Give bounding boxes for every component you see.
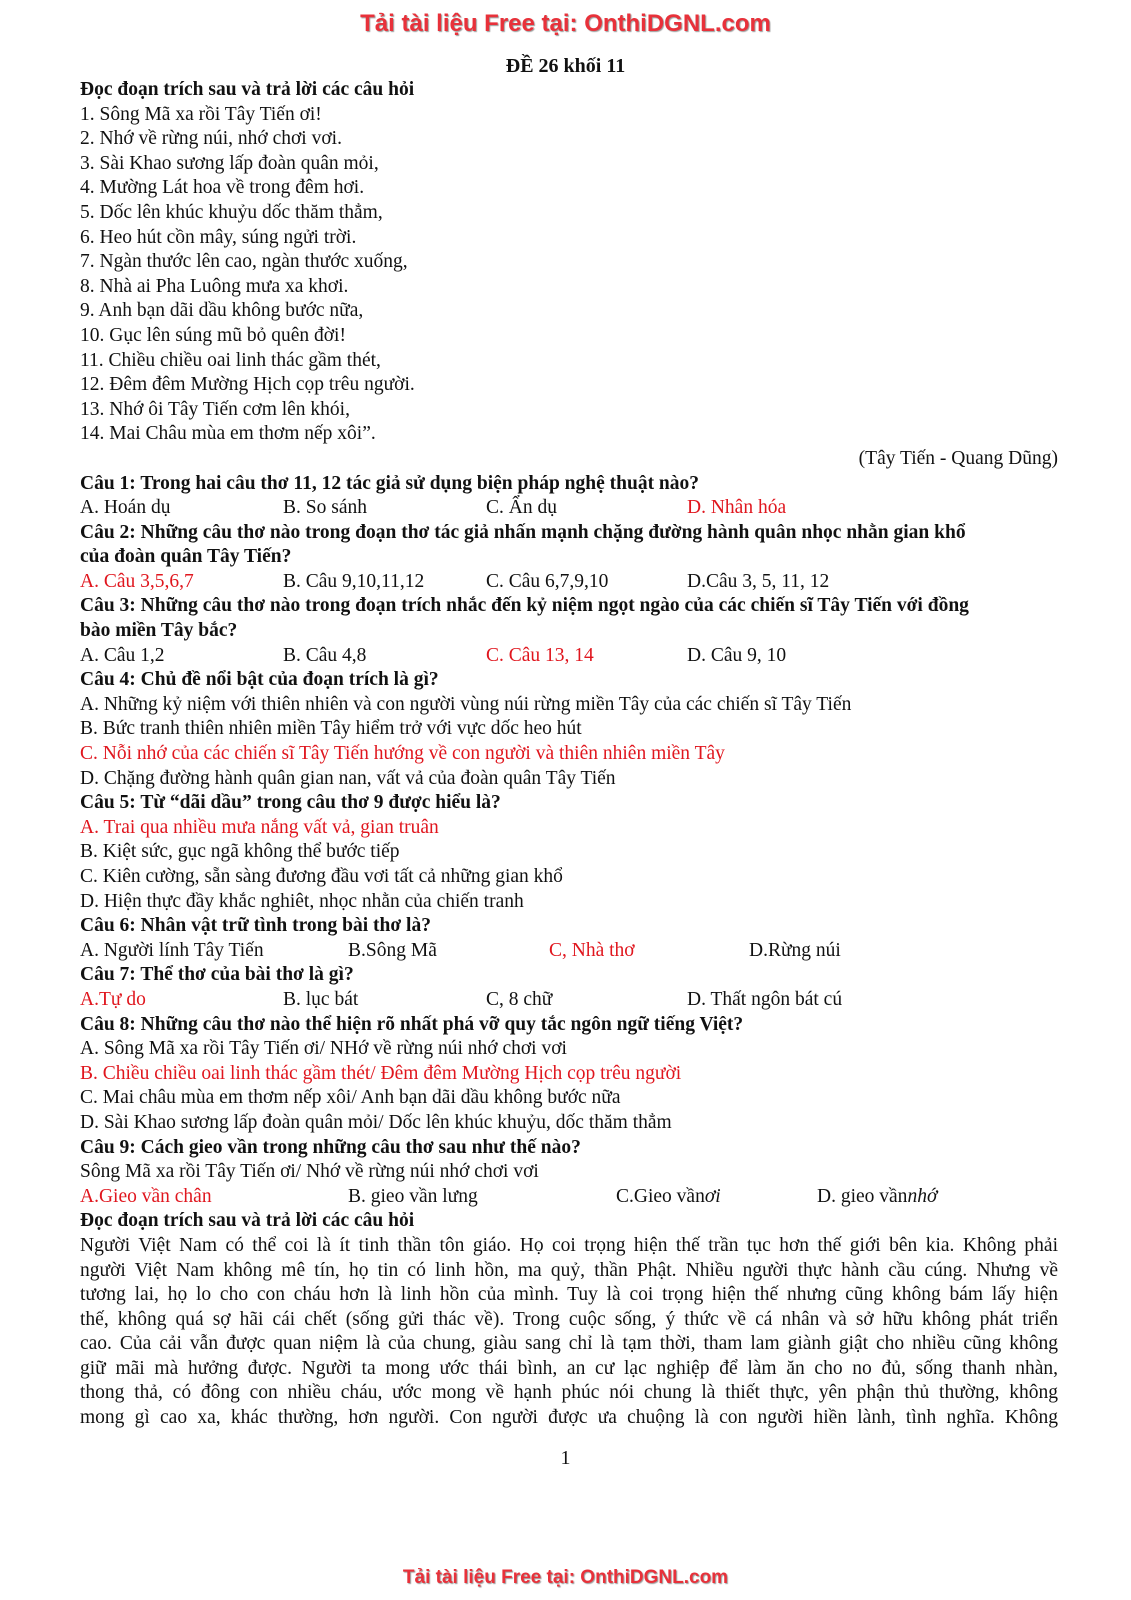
option-d-italic: nhớ <box>907 1185 938 1207</box>
question-2: Câu 2: Những câu thơ nào trong đoạn thơ tác giả nhấn mạnh chặng đường hành quân nhọc nhằn gian khổ <box>80 521 966 543</box>
poem-line: 10. Gục lên súng mũ bỏ quên đời! <box>80 324 346 346</box>
option-a-answer: A.Gieo vần chân <box>80 1185 212 1207</box>
paragraph-line: mong gì cao xa, khác thường, hơn người. Con người được ưa chuộng là con người hiền lành, tình nghĩa. Không <box>80 1407 1058 1429</box>
question-5: Câu 5: Từ “dãi dầu” trong câu thơ 9 được hiểu là? <box>80 792 501 814</box>
poem-line: 7. Ngàn thước lên cao, ngàn thước xuống, <box>80 251 408 273</box>
option-c-answer: C. Nỗi nhớ của các chiến sĩ Tây Tiến hướng về con người và thiên nhiên miền Tây <box>80 743 725 765</box>
option-c: C, 8 chữ <box>486 988 553 1010</box>
paragraph-line: giữ mãi mà hưởng được. Người ta mong ước thái bình, an cư lạc nghiệp để làm ăn cho no đủ, sống thanh nhàn, <box>80 1357 1058 1379</box>
option-b: B. Bức tranh thiên nhiên miền Tây hiểm trở với vực dốc heo hút <box>80 718 582 740</box>
paragraph-line: tương lai, họ lo cho con cháu hơn là linh hồn của mình. Tuy là coi trọng hiện thế nhưng cũng không bám lấy hiện <box>80 1284 1058 1306</box>
option-c-answer: C. Câu 13, 14 <box>486 644 594 666</box>
option-d: D. Câu 9, 10 <box>687 644 787 666</box>
option-a-answer: A.Tự do <box>80 988 146 1010</box>
option-c: C. Mai châu mùa em thơm nếp xôi/ Anh bạn dãi dầu không bước nữa <box>80 1087 621 1109</box>
option-b: B. lục bát <box>283 988 359 1010</box>
question-9-options <box>80 1185 1058 1210</box>
poem-line: 5. Dốc lên khúc khuỷu dốc thăm thẳm, <box>80 201 383 223</box>
question-2-cont: của đoàn quân Tây Tiến? <box>80 546 292 568</box>
option-c: C. Câu 6,7,9,10 <box>486 570 609 592</box>
paragraph-line: cao. Của cải vẫn được quan niệm là của chung, giàu sang chỉ là tạm thời, tham lam giành giật cho nhiều cũng không <box>80 1333 1058 1355</box>
document-body <box>80 78 1058 1431</box>
option-d: D.Câu 3, 5, 11, 12 <box>687 570 830 592</box>
question-9-quote: Sông Mã xa rồi Tây Tiến ơi/ Nhớ về rừng núi nhớ chơi vơi <box>80 1161 539 1183</box>
option-d-text: D. gieo vần <box>817 1185 908 1207</box>
option-a: A. Câu 1,2 <box>80 644 165 666</box>
option-a-answer: A. Câu 3,5,6,7 <box>80 570 194 592</box>
option-c-answer: C, Nhà thơ <box>549 939 635 961</box>
option-c: C. Kiên cường, sẵn sàng đương đầu vơi tất cả những gian khổ <box>80 866 563 887</box>
option-c-text: C.Gieo vần <box>616 1185 705 1207</box>
option-d: D.Rừng núi <box>749 939 841 961</box>
option-b: B. So sánh <box>283 497 367 519</box>
option-b: B. Câu 4,8 <box>283 644 367 666</box>
question-3-options <box>80 644 1058 669</box>
option-d: D. Thất ngôn bát cú <box>687 988 843 1010</box>
option-b: B. Câu 9,10,11,12 <box>283 570 425 592</box>
page-title: ĐỀ 26 khối 11 <box>505 55 626 77</box>
poem-line: 9. Anh bạn dãi dầu không bước nữa, <box>80 300 364 322</box>
section1-heading: Đọc đoạn trích sau và trả lời các câu hỏi <box>80 79 415 100</box>
question-9: Câu 9: Cách gieo vần trong những câu thơ sau như thế nào? <box>80 1136 581 1158</box>
paragraph-line: thong thả, có đông con nhiều cháu, ước mong về hạnh phúc nói chung là thiết thực, yên phận thủ thường, không <box>80 1382 1058 1404</box>
poem-line: 12. Đêm đêm Mường Hịch cọp trêu người. <box>80 374 415 396</box>
header-banner: Tải tài liệu Free tại: OnthiDGNL.com <box>360 10 771 37</box>
poem-line: 6. Heo hút cồn mây, súng ngửi trời. <box>80 226 357 248</box>
option-b: B.Sông Mã <box>348 939 437 961</box>
question-4: Câu 4: Chủ đề nổi bật của đoạn trích là gì? <box>80 669 439 691</box>
option-d-answer: D. Nhân hóa <box>687 497 787 519</box>
poem-line: 1. Sông Mã xa rồi Tây Tiến ơi! <box>80 103 322 125</box>
question-1: Câu 1: Trong hai câu thơ 11, 12 tác giả sử dụng biện pháp nghệ thuật nào? <box>80 472 700 494</box>
poem-line: 13. Nhớ ôi Tây Tiến cơm lên khói, <box>80 398 350 420</box>
question-3: Câu 3: Những câu thơ nào trong đoạn trích nhắc đến kỷ niệm ngọt ngào của các chiến sĩ Tây Tiến với đồng <box>80 595 969 617</box>
poem-source: (Tây Tiến - Quang Dũng) <box>858 447 1058 469</box>
poem-line: 14. Mai Châu mùa em thơm nếp xôi”. <box>80 423 376 445</box>
question-8: Câu 8: Những câu thơ nào thể hiện rõ nhất phá vỡ quy tắc ngôn ngữ tiếng Việt? <box>80 1013 744 1035</box>
option-b: B. gieo vần lưng <box>348 1185 478 1207</box>
poem-line: 2. Nhớ về rừng núi, nhớ chơi vơi. <box>80 128 342 150</box>
paragraph-line: Người Việt Nam có thể coi là ít tinh thần tôn giáo. Họ coi trọng hiện thế trần tục hơn thế giới bên kia. Không phải <box>80 1234 1058 1256</box>
prose-paragraph <box>80 1234 1058 1431</box>
question-7: Câu 7: Thể thơ của bài thơ là gì? <box>80 964 354 986</box>
option-b-answer: B. Chiều chiều oai linh thác gầm thét/ Đêm đêm Mường Hịch cọp trêu người <box>80 1062 682 1084</box>
option-c-italic: ơi <box>704 1185 721 1207</box>
option-b: B. Kiệt sức, gục ngã không thể bước tiếp <box>80 841 400 863</box>
question-6-options <box>80 939 1058 964</box>
option-a-answer: A. Trai qua nhiều mưa nắng vất vả, gian truân <box>80 816 439 838</box>
question-6: Câu 6: Nhân vật trữ tình trong bài thơ là? <box>80 915 431 937</box>
poem <box>80 103 1058 447</box>
option-a: A. Hoán dụ <box>80 497 171 519</box>
option-c <box>616 1185 817 1210</box>
section2-heading: Đọc đoạn trích sau và trả lời các câu hỏi <box>80 1210 415 1232</box>
option-d: D. Chặng đường hành quân gian nan, vất vả của đoàn quân Tây Tiến <box>80 767 616 789</box>
paragraph-line: người Việt Nam không mê tín, họ tin có linh hồn, ma quỷ, thần Phật. Nhiều người thực hành cầu cúng. Nhưng về <box>80 1259 1058 1281</box>
question-1-options <box>80 496 1058 521</box>
option-a: A. Sông Mã xa rồi Tây Tiến ơi/ NHớ về rừng núi nhớ chơi vơi <box>80 1038 567 1060</box>
option-d: D. Hiện thực đầy khắc nghiêt, nhọc nhằn của chiến tranh <box>80 890 524 912</box>
paragraph-line: thế, không quá sợ hãi cái chết (sống gửi thác về). Trong cuộc sống, ý thức về cá nhân và sở hữu không phát triển <box>80 1308 1058 1330</box>
question-7-options <box>80 988 1058 1013</box>
question-3-cont: bào miền Tây bắc? <box>80 620 238 642</box>
option-d: D. Sài Khao sương lấp đoàn quân mỏi/ Dốc lên khúc khuỷu, dốc thăm thẳm <box>80 1111 672 1133</box>
footer-banner: Tải tài liệu Free tại: OnthiDGNL.com <box>402 1567 729 1588</box>
poem-line: 8. Nhà ai Pha Luông mưa xa khơi. <box>80 275 349 297</box>
question-2-options <box>80 570 1058 595</box>
poem-line: 4. Mường Lát hoa về trong đêm hơi. <box>80 177 365 199</box>
poem-line: 11. Chiều chiều oai linh thác gầm thét, <box>80 349 381 371</box>
option-d <box>817 1185 937 1210</box>
page-number: 1 <box>560 1447 571 1469</box>
option-a: A. Người lính Tây Tiến <box>80 939 264 961</box>
option-a: A. Những kỷ niệm với thiên nhiên và con người vùng núi rừng miền Tây của các chiến sĩ Tây Tiến <box>80 693 852 715</box>
option-c: C. Ẩn dụ <box>486 497 557 519</box>
poem-line: 3. Sài Khao sương lấp đoàn quân mỏi, <box>80 152 379 174</box>
